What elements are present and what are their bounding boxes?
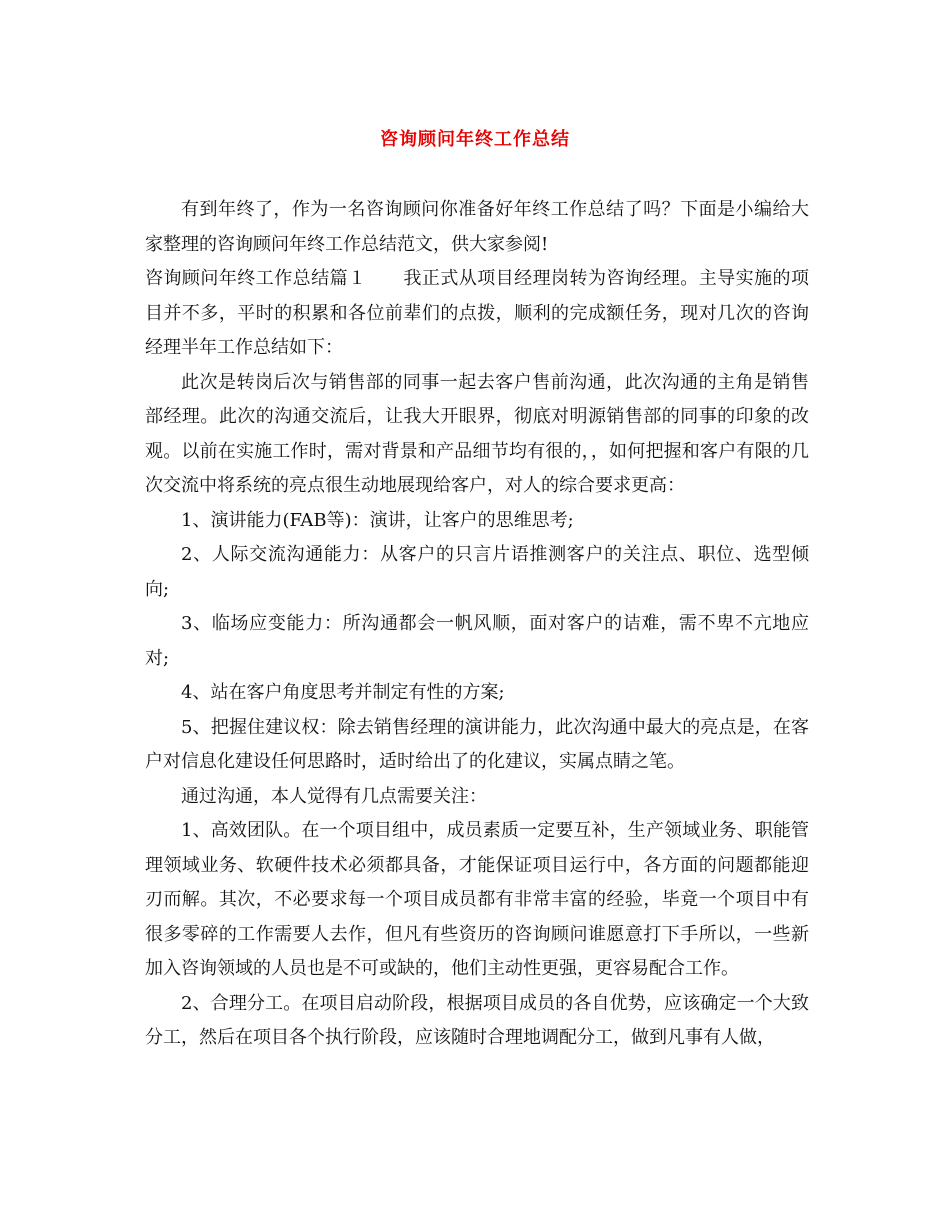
document-title: 咨询顾问年终工作总结 (380, 129, 570, 150)
paragraph-key-points: 通过沟通，本人觉得有几点需要关注： (181, 785, 487, 807)
list-item-adaptability: 3、临场应变能力：所沟通都会一帆风顺，面对客户的诘难，需不卑不亢地应对; (145, 613, 809, 669)
list-item-advisory-right: 5、把握住建议权：除去销售经理的演讲能力，此次沟通中最大的亮点是，在客户对信息化建设任何思路时，适时给出了的化建议，实属点睛之笔。 (145, 716, 809, 772)
list-item-interpersonal-ability: 2、人际交流沟通能力：从客户的只言片语推测客户的关注点、职位、选型倾向; (145, 544, 809, 600)
list-item-reasonable-division: 2、合理分工。在项目启动阶段，根据项目成员的各自优势，应该确定一个大致分工，然后在项目各个执行阶段，应该随时合理地调配分工，做到凡事有人做， (145, 992, 809, 1048)
list-item-presentation-ability: 1、演讲能力(FAB等)：演讲，让客户的思维思考; (181, 509, 574, 531)
document-body (145, 193, 809, 1056)
paragraph-communication-context: 此次是转岗后次与销售部的同事一起去客户售前沟通，此次沟通的主角是销售部经理。此次的沟通交流后，让我大开眼界，彻底对明源销售部的同事的印象的改观。以前在实施工作时，需对背景和产品细节均有很的，，如何把握和客户有限的几次交流中将系统的亮点很生动地展现给客户，对人的综合要求更高： (145, 371, 809, 496)
paragraph-intro: 有到年终了，作为一名咨询顾问你准备好年终工作总结了吗？下面是小编给大家整理的咨询顾问年终工作总结范文，供大家参阅! (145, 199, 809, 255)
paragraph-section-heading: 咨询顾问年终工作总结篇１ 我正式从项目经理岗转为咨询经理。主导实施的项目并不多，平时的积累和各位前辈们的点拨，顺利的完成额任务，现对几次的咨询经理半年工作总结如下： (145, 268, 809, 358)
list-item-customer-perspective: 4、站在客户角度思考并制定有性的方案; (181, 682, 505, 703)
list-item-efficient-team: 1、高效团队。在一个项目组中，成员素质一定要互补，生产领域业务、职能管理领域业务、软硬件技术必须都具备，才能保证项目运行中，各方面的问题都能迎刃而解。其次，不必要求每一个项目成员都有非常丰富的经验，毕竟一个项目中有很多零碎的工作需要人去作，但凡有些资历的咨询顾问谁愿意打下手所以，一些新加入咨询领域的人员也是不可或缺的，他们主动性更强，更容易配合工作。 (145, 820, 809, 979)
